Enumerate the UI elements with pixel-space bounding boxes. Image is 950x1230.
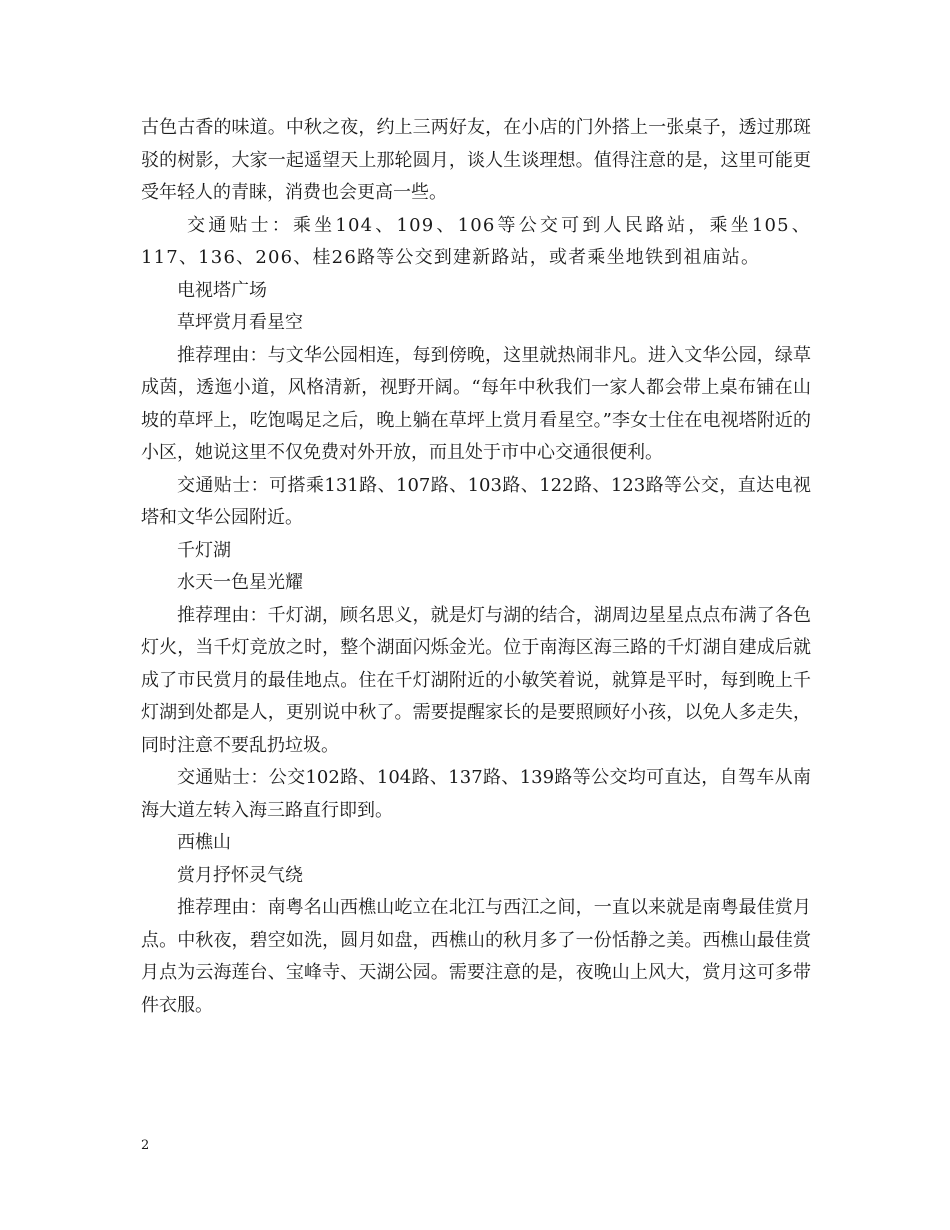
section-title-tv-tower: 电视塔广场 — [177, 279, 267, 301]
paragraph-transport-tip-1: 交通贴士：乘坐104、109、106等公交可到人民路站，乘坐105、117、136、206、桂26路等公交到建新路站，或者乘坐地铁到祖庙站。 — [141, 214, 811, 268]
paragraph-transport-tip-3: 交通贴士：公交102路、104路、137路、139路等公交均可直达，自驾车从南海大道左转入海三路直行即到。 — [141, 767, 811, 821]
page-number: 2 — [141, 1138, 150, 1153]
section-title-xiqiao-mountain: 西樵山 — [177, 832, 231, 853]
paragraph-intro-continuation: 古色古香的味道。中秋之夜，约上三两好友，在小店的门外搭上一张桌子，透过那斑驳的树影，大家一起遥望天上那轮圆月，谈人生谈理想。值得注意的是，这里可能更受年轻人的青睐，消费也会更高一些。 — [141, 117, 811, 203]
paragraph-reason-tv-tower: 推荐理由：与文华公园相连，每到傍晚，这里就热闹非凡。进入文华公园，绿草成茵，透迤小道，风格清新，视野开阔。“每年中秋我们一家人都会带上桌布铺在山坡的草坪上，吃饱喝足之后，晚上躺在草坪上赏月看星空。”李女士住在电视塔附近的小区，她说这里不仅免费对外开放，而且处于市中心交通很便利。 — [141, 344, 811, 463]
section-subtitle-xiqiao-mountain: 赏月抒怀灵气绕 — [177, 864, 303, 886]
section-title-qiandeng-lake: 千灯湖 — [177, 539, 231, 561]
paragraph-transport-tip-2: 交通贴士：可搭乘131路、107路、103路、122路、123路等公交，直达电视塔和文华公园附近。 — [141, 474, 811, 528]
paragraph-reason-qiandeng-lake: 推荐理由：千灯湖，顾名思义，就是灯与湖的结合，湖周边星星点点布满了各色灯火，当千灯竞放之时，整个湖面闪烁金光。位于南海区海三路的千灯湖自建成后就成了市民赏月的最佳地点。住在千灯湖附近的小敏笑着说，就算是平时，每到晚上千灯湖到处都是人，更别说中秋了。需要提醒家长的是要照顾好小孩，以免人多走失，同时注意不要乱扔垃圾。 — [141, 604, 811, 756]
section-subtitle-qiandeng-lake: 水天一色星光耀 — [177, 572, 303, 593]
section-subtitle-tv-tower: 草坪赏月看星空 — [177, 312, 303, 333]
article-body — [141, 112, 811, 1022]
paragraph-reason-xiqiao-mountain: 推荐理由：南粤名山西樵山屹立在北江与西江之间，一直以来就是南粤最佳赏月点。中秋夜，碧空如洗，圆月如盘，西樵山的秋月多了一份恬静之美。西樵山最佳赏月点为云海莲台、宝峰寺、天湖公园。需要注意的是，夜晚山上风大，赏月这可多带件衣服。 — [141, 897, 811, 1016]
